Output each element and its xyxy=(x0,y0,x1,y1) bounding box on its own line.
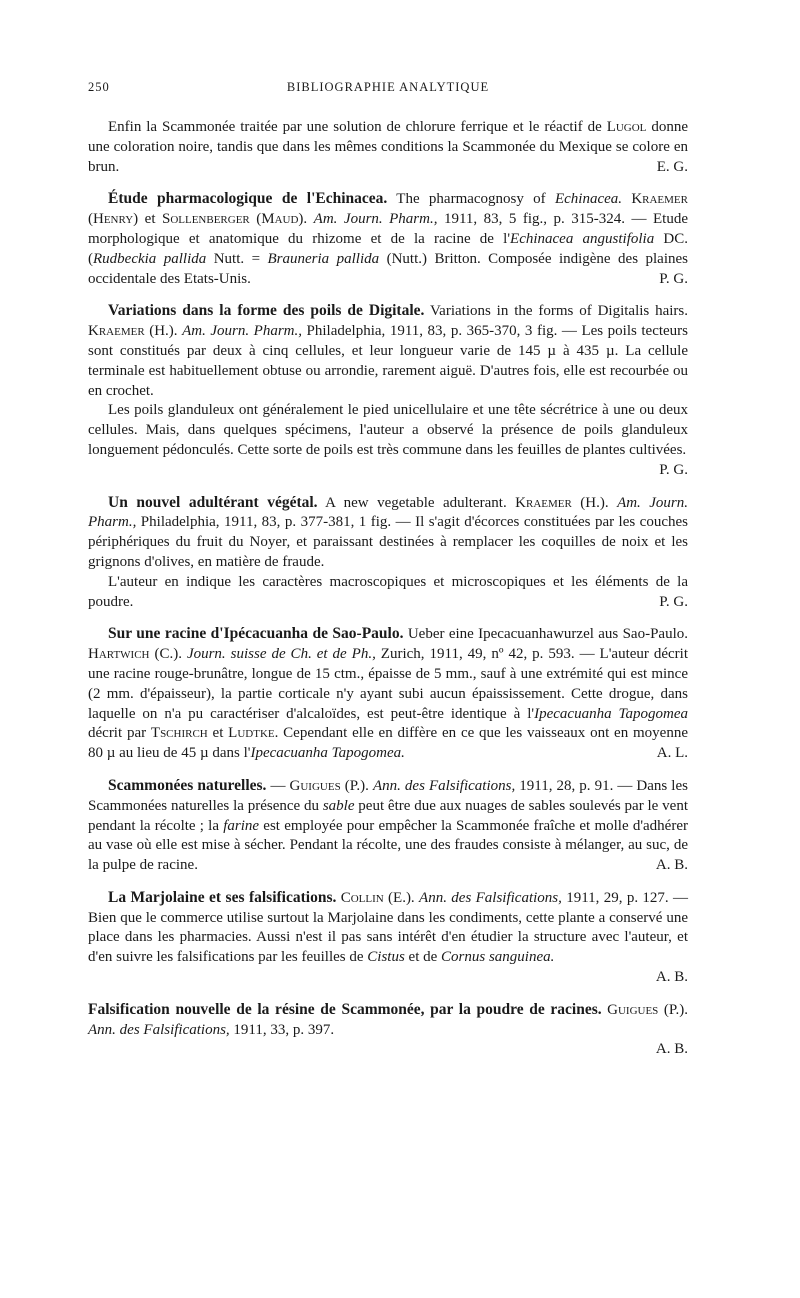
entry-ipecacuanha: Sur une racine d'Ipécacuanha de Sao-Paulo. Ueber eine Ipecacuanhawurzel aus Sao-Paulo. Hartwich (C.). Journ. suisse de Ch. et de Ph., Zurich, 1911, 49, nº 42, p. 593. — L'auteur décrit une racine rouge-brunâtre, longue de 15 ctm., épaisse de 5 mm., sauf à une extrémité qui est mince (2 mm. d'épaisseur), la partie corticale n'y ayant subi aucun épaississement. Cette drogue, dans laquelle on n'a pu caractériser d'alcaloïdes, est peut-être identique à l'Ipecacuanha Tapogomea décrit par Tschirch et Ludtke. Cependant elle en diffère en ce que les vaisseaux ont en moyenne 80 µ au lieu de 45 µ dans l'Ipecacuanha Tapogomea. A. L. xyxy=(88,624,688,764)
author-name: Kraemer (H.). xyxy=(88,323,178,340)
signature: P. G. xyxy=(659,593,688,610)
entry-adulterant-continued: L'auteur en indique les caractères macroscopiques et microscopiques et les éléments de la poudre. P. G. xyxy=(88,573,688,613)
author-name: Guigues (P.). xyxy=(289,777,369,794)
signature: A. B. xyxy=(655,1041,688,1058)
journal-name: Am. Journ. Pharm., xyxy=(88,494,689,531)
author-name: Lugol xyxy=(606,119,647,135)
journal-name: Ann. des Falsifications, xyxy=(419,889,562,906)
signature: A. B. xyxy=(655,857,688,874)
entry-title: Étude pharmacologique de l'Echinacea. xyxy=(108,190,388,208)
entry-digitale: Variations dans la forme des poils de Digitale. Variations in the forms of Digitalis hairs. Kraemer (H.). Am. Journ. Pharm., Philadelphia, 1911, 83, p. 365-370, 3 fig. — Les poils tecteurs sont constitués par deux à cinq cellules, et leur longueur varie de 145 µ à 435 µ. La cellule terminale est habituellement obtuse ou arrondie, rarement aiguë. D'autres fois, elle est recourbée ou en crochet. xyxy=(88,302,689,399)
signature: A. B. xyxy=(655,969,688,986)
entry-title: La Marjolaine et ses falsifications. xyxy=(108,888,337,906)
author-name: Kraemer (H.). xyxy=(515,494,609,511)
author-name: Hartwich (C.). xyxy=(88,646,182,663)
author-name: Sollenberger (Maud). xyxy=(161,211,308,228)
journal-name: Ann. des Falsifications, xyxy=(372,777,516,794)
author-name: Tschirch xyxy=(150,725,208,742)
signature: P. G. xyxy=(659,461,688,478)
journal-name: Am. Journ. Pharm., xyxy=(313,211,438,228)
entry-digitale-continued: Les poils glanduleux ont généralement le pied unicellulaire et une tête sécrétrice à une ou deux cellules. Mais, dans quelques spécimens, l'auteur a observé la présence de poils glanduleux longuement pédonculés. Cette sorte de poils est très commune dans les feuilles de plantes cultivées. P. G. xyxy=(88,401,688,480)
page-number: 250 xyxy=(88,80,110,94)
entry-title: Scammonées naturelles. xyxy=(108,776,267,794)
entry-title: Sur une racine d'Ipécacuanha de Sao-Paulo. xyxy=(108,625,404,643)
entry-adulterant: Un nouvel adultérant végétal. A new vegetable adulterant. Kraemer (H.). Am. Journ. Pharm., Philadelphia, 1911, 83, p. 377-381, 1 fig. — Il s'agit d'écorces constituées par les couches périphériques du fruit du Noyer, et paraissant destinées à remplacer les coquilles de noix et les grignons d'olives, en matière de fraude. xyxy=(88,493,689,570)
journal-name: Journ. suisse de Ch. et de Ph., xyxy=(186,646,376,663)
author-name: Guigues (P.). xyxy=(607,1001,688,1018)
running-title: BIBLIOGRAPHIE ANALYTIQUE xyxy=(286,80,490,94)
running-head xyxy=(88,78,688,100)
continuation-paragraph: Enfin la Scammonée traitée par une solution de chlorure ferrique et le réactif de Lugol donne une coloration noire, tandis que dans les mêmes conditions la Scammonée du Mexique se colore en brun. E. G. xyxy=(88,118,688,177)
journal-name: Ann. des Falsifications, xyxy=(88,1021,230,1038)
entry-falsification: Falsification nouvelle de la résine de Scammonée, par la poudre de racines. Guigues (P.). Ann. des Falsifications, 1911, 33, p. 397. xyxy=(88,1000,688,1038)
author-name: Ludtke. xyxy=(228,725,279,742)
signature: E. G. xyxy=(656,158,688,175)
entry-title: Falsification nouvelle de la résine de Scammonée, par la poudre de racines. xyxy=(88,1000,602,1018)
entry-scammonees: Scammonées naturelles. — Guigues (P.). Ann. des Falsifications, 1911, 28, p. 91. — Dans les Scammonées naturelles la présence du sable peut être due aux nuages de sables soulevés par le vent pendant la récolte ; la farine est employée pour empêcher la Scammonée fraîche et molle d'adhérer au vase où elle est mise à sécher. Pendant la récolte, une des fraudes consiste à mélanger, au suc, de la pulpe de racine. A. B. xyxy=(88,776,688,876)
journal-name: Am. Journ. Pharm., xyxy=(182,323,302,340)
entry-title: Variations dans la forme des poils de Digitale. xyxy=(108,302,425,320)
author-name: Collin (E.). xyxy=(340,889,415,906)
signature: P. G. xyxy=(659,270,688,287)
entry-title: Un nouvel adultérant végétal. xyxy=(108,493,318,511)
entry-marjolaine: La Marjolaine et ses falsifications. Collin (E.). Ann. des Falsifications, 1911, 29, p. 127. — Bien que le commerce utilise surtout la Marjolaine dans les condiments, cette plante a conservé une place dans les pharmacies. Aussi n'est il pas sans intérêt d'en étudier la structure avec l'auteur, et d'en suivre les falsifications par les feuilles de Cistus et de Cornus sanguinea. xyxy=(88,888,688,966)
entry-echinacea: Étude pharmacologique de l'Echinacea. The pharmacognosy of Echinacea. Kraemer (Henry) et Sollenberger (Maud). Am. Journ. Pharm., 1911, 83, 5 fig., p. 315-324. — Etude morphologique et anatomique du rhizome et de la racine de l'Echinacea angustifolia DC. (Rudbeckia pallida Nutt. = Brauneria pallida (Nutt.) Britton. Composée indigène des plaines occidentale des Etats-Unis. P. G. xyxy=(88,189,688,289)
signature: A. L. xyxy=(656,745,688,762)
author-name: Kraemer (Henry) xyxy=(88,191,688,228)
